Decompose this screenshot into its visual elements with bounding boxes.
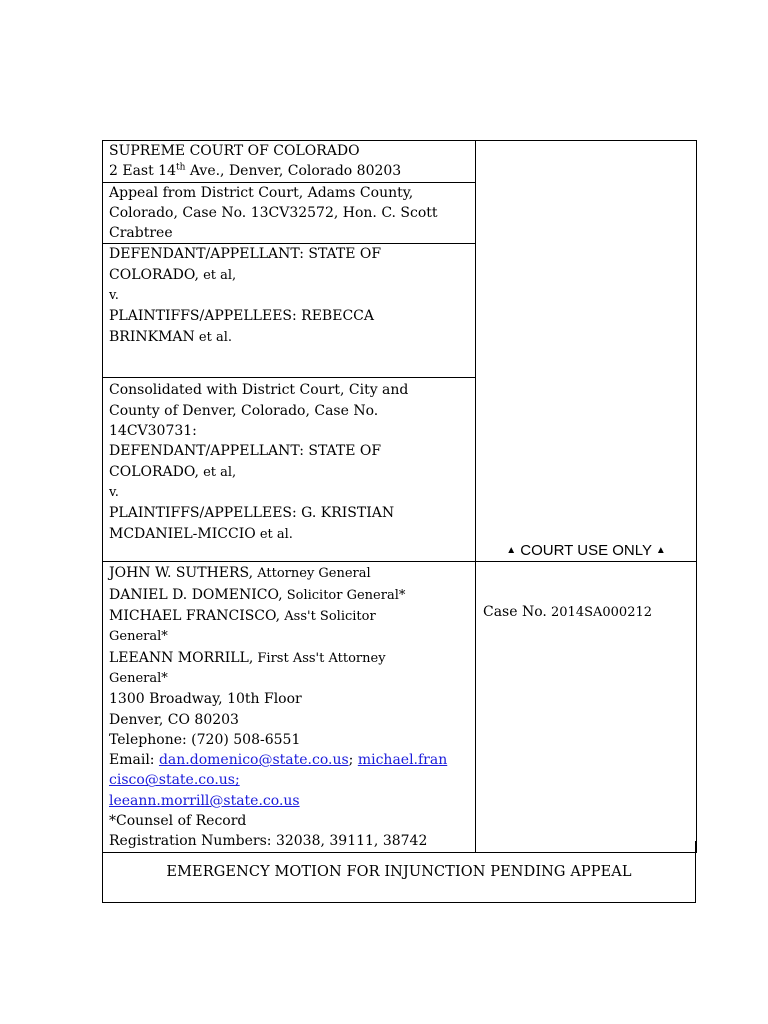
court-use-only-label: ▲ COURT USE ONLY ▲ bbox=[506, 542, 666, 560]
counsel-francisco-title: General* bbox=[109, 629, 168, 645]
registration-numbers: Registration Numbers: 32038, 39111, 38742 bbox=[109, 833, 428, 850]
consolidated-cell bbox=[103, 378, 476, 562]
appeal-line: Colorado, Case No. 13CV32572, Hon. C. Scott bbox=[109, 204, 438, 221]
appeal-line: Crabtree bbox=[109, 225, 173, 242]
plaintiff-name: MCDANIEL-MICCIO et al. bbox=[109, 525, 293, 542]
case-number: Case No. 2014SA000212 bbox=[483, 604, 653, 621]
counsel-morrill-title: General* bbox=[109, 670, 168, 686]
versus: v. bbox=[109, 484, 119, 500]
counsel-domenico: DANIEL D. DOMENICO, Solicitor General* bbox=[109, 586, 406, 603]
defendant-name: COLORADO, et al, bbox=[109, 463, 237, 480]
court-cell bbox=[103, 141, 476, 183]
email-link-domenico[interactable]: dan.domenico@state.co.us bbox=[158, 752, 349, 769]
court-use-cell bbox=[476, 141, 697, 562]
consolidated-line: County of Denver, Colorado, Case No. bbox=[109, 402, 379, 419]
caption-table bbox=[102, 140, 697, 853]
counsel-cell bbox=[103, 562, 476, 852]
parties-cell bbox=[103, 244, 476, 378]
case-number-cell bbox=[476, 562, 697, 852]
counsel-telephone: Telephone: (720) 508-6551 bbox=[109, 731, 301, 748]
plaintiff-label: PLAINTIFFS/APPELLEES: REBECCA bbox=[109, 308, 374, 325]
court-name: SUPREME COURT OF COLORADO bbox=[109, 143, 360, 159]
appeal-cell bbox=[103, 182, 476, 244]
counsel-email-morrill bbox=[109, 791, 469, 811]
counsel-suthers: JOHN W. SUTHERS, Attorney General bbox=[109, 565, 371, 582]
appeal-line: Appeal from District Court, Adams County, bbox=[109, 184, 414, 201]
email-link-morrill[interactable]: leeann.morrill@state.co.us bbox=[109, 792, 300, 809]
counsel-address-line: 1300 Broadway, 10th Floor bbox=[109, 691, 302, 708]
motion-title: EMERGENCY MOTION FOR INJUNCTION PENDING APPEAL bbox=[166, 863, 632, 880]
defendant-label: DEFENDANT/APPELLANT: STATE OF bbox=[109, 246, 382, 263]
defendant-name: COLORADO, et al, bbox=[109, 266, 237, 283]
counsel-email-continued bbox=[109, 770, 469, 790]
email-link-francisco-continued[interactable]: cisco@state.co.us; bbox=[109, 772, 240, 789]
consolidated-line: Consolidated with District Court, City and bbox=[109, 382, 409, 399]
consolidated-line: 14CV30731: bbox=[109, 423, 197, 440]
email-link-francisco[interactable]: michael.fran bbox=[357, 752, 448, 769]
motion-title-box bbox=[102, 841, 696, 903]
counsel-francisco: MICHAEL FRANCISCO, Ass't Solicitor bbox=[109, 608, 376, 625]
versus: v. bbox=[109, 288, 119, 304]
plaintiff-name: BRINKMAN et al. bbox=[109, 328, 232, 345]
up-triangle-icon: ▲ bbox=[506, 545, 517, 557]
counsel-of-record-note: *Counsel of Record bbox=[109, 813, 247, 830]
counsel-address-line: Denver, CO 80203 bbox=[109, 711, 239, 728]
defendant-label: DEFENDANT/APPELLANT: STATE OF bbox=[109, 443, 382, 460]
counsel-morrill: LEEANN MORRILL, First Ass't Attorney bbox=[109, 649, 386, 666]
court-address: 2 East 14th Ave., Denver, Colorado 80203 bbox=[109, 162, 402, 180]
up-triangle-icon: ▲ bbox=[655, 545, 666, 557]
plaintiff-label: PLAINTIFFS/APPELLEES: G. KRISTIAN bbox=[109, 505, 395, 522]
counsel-email: Email: dan.domenico@state.co.us; michael.fran bbox=[109, 752, 448, 769]
